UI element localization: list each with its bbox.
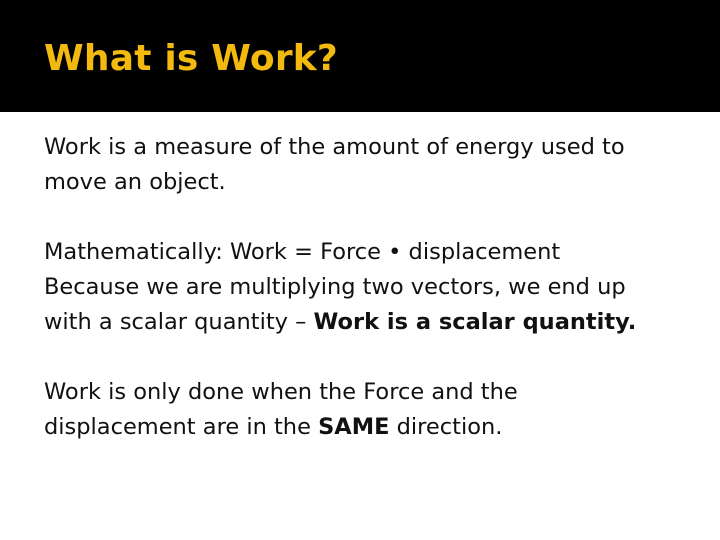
scalar-line	[44, 305, 684, 340]
slide-title: What is Work?	[44, 38, 339, 79]
formula-line: Mathematically: Work = Force • displacement	[44, 239, 561, 265]
paragraph-direction	[44, 375, 684, 445]
slide-body	[44, 130, 684, 480]
scalar-emphasis: Work is a scalar quantity.	[313, 309, 637, 335]
paragraph-definition	[44, 130, 684, 200]
direction-line-1: Work is only done when the Force and the	[44, 379, 518, 405]
vectors-line: Because we are multiplying two vectors, we end up	[44, 274, 626, 300]
same-emphasis: SAME	[318, 414, 390, 440]
direction-line-2-suffix: direction.	[389, 414, 503, 440]
definition-line-2: move an object.	[44, 169, 226, 195]
direction-line-2-prefix: displacement are in the	[44, 414, 319, 440]
scalar-line-text: with a scalar quantity –	[44, 309, 314, 335]
direction-line-2	[44, 410, 684, 445]
title-bar	[0, 0, 720, 112]
definition-line-1: Work is a measure of the amount of energy used to	[44, 134, 625, 160]
paragraph-mathematics	[44, 235, 684, 340]
